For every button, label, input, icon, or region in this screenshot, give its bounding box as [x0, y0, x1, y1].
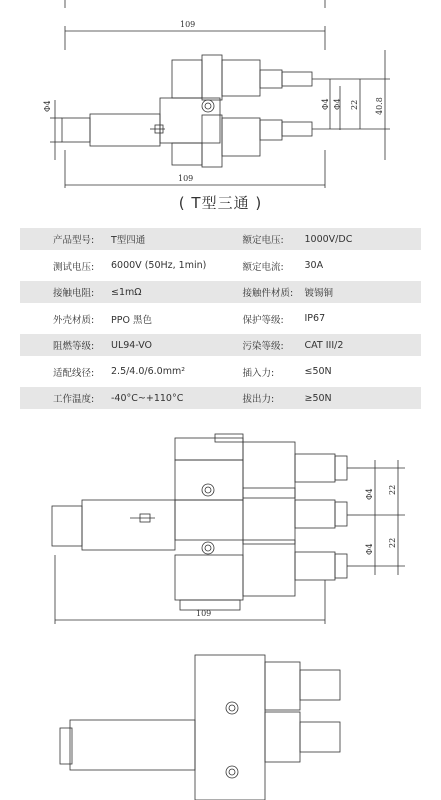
spec-value: ≥50N [304, 392, 332, 404]
dia-right1-label: Φ4 [321, 98, 330, 110]
spec-value: UL94-VO [111, 339, 153, 351]
spec-key: 产品型号: [53, 235, 95, 246]
spec-row [20, 308, 421, 330]
spec-value: ≤50N [304, 366, 332, 377]
dim-bottom-label-2: 109 [196, 609, 212, 618]
dim-40-8-label: 40.8 [375, 97, 384, 115]
dim-bottom-label: 109 [178, 174, 194, 183]
spec-table [20, 228, 421, 414]
spec-value: 镀锡铜 [304, 288, 334, 299]
spec-key: 污染等级: [242, 341, 284, 352]
spec-value: 30A [304, 260, 324, 271]
drawing-caption: ( T型三通 ) [178, 194, 263, 212]
spec-value: ≤1mΩ [111, 286, 142, 298]
spec-key: 插入力: [242, 367, 275, 379]
dia2-label: Φ4 [365, 543, 374, 555]
dia-right2-label: Φ4 [333, 98, 342, 110]
spec-value: PPO 黑色 [111, 314, 152, 326]
spec-value: CAT III/2 [304, 339, 344, 351]
spec-key: 适配线径: [53, 367, 95, 379]
spec-key: 额定电流: [242, 261, 284, 273]
spec-key: 接触件材质: [242, 288, 294, 299]
spec-value: 2.5/4.0/6.0mm² [111, 366, 186, 377]
spec-key: 接触电阻: [53, 288, 95, 299]
spec-key: 额定电压: [242, 235, 284, 246]
spec-key: 工作温度: [53, 394, 95, 405]
spec-row [20, 281, 421, 303]
spec-row [20, 361, 421, 383]
spec-value: 1000V/DC [304, 233, 353, 245]
dia-left-label: Φ4 [43, 100, 52, 112]
dim1-label: 22 [388, 484, 397, 495]
spec-value: 6000V (50Hz, 1min) [111, 260, 207, 271]
t-three-way-drawing [0, 0, 441, 190]
t-four-way-drawing [0, 430, 441, 800]
spec-key: 测试电压: [53, 261, 95, 273]
dia1-label: Φ4 [365, 488, 374, 500]
spec-key: 保护等级: [242, 314, 284, 326]
dim-top-label: 109 [180, 20, 196, 29]
spec-key: 阻燃等级: [53, 341, 95, 352]
spec-key: 拔出力: [242, 394, 275, 405]
spec-key: 外壳材质: [53, 314, 95, 326]
spec-value: IP67 [304, 313, 326, 324]
spec-row [20, 255, 421, 277]
spec-value: T型四通 [111, 235, 146, 246]
spec-row [20, 228, 421, 250]
dim2-label: 22 [388, 537, 397, 548]
spec-row [20, 334, 421, 356]
spec-value: -40°C~+110°C [111, 392, 184, 404]
spec-row [20, 387, 421, 409]
dim-22-label: 22 [350, 99, 359, 110]
